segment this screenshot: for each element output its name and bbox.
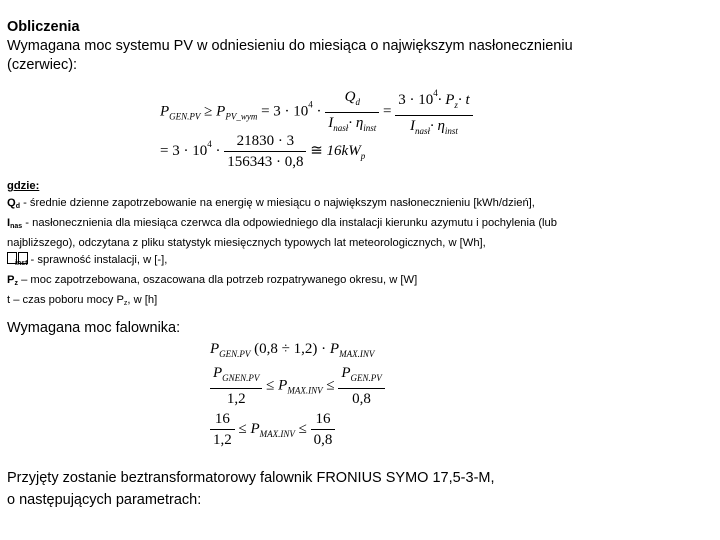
heading-line-2: (czerwiec): [7,57,78,73]
definition-inas-cont: najbliższego), odczytana z pliku statystyk miesięcznych typowych lat meteorologicznych, w [Wh], [7,237,486,249]
formula-factor: 3 · 10 [398,92,434,108]
formula-exponent: 4 [433,88,438,98]
formula-denominator: 156343 · 0,8 [227,154,304,170]
formula-subscript: nasł [333,122,349,133]
formula-result: 16kW [326,142,361,159]
definitions-block [7,178,713,312]
definition-qd: Qd - średnie dzienne zapotrzebowanie na energię w miesiącu o największym nasłonecznieniu [kWh/dzień], [7,197,535,210]
conclusion-line-2: o następujących parametrach: [7,492,202,508]
formula-factor: 3 · 10 [172,142,208,159]
formula-symbol: P [216,103,226,120]
formula-factor: 3 · 10 [273,103,309,120]
section-title: Obliczenia [7,19,80,35]
inverter-section-title: Wymagana moc falownika: [7,320,181,336]
formula-fraction: $\frac{16}{0,8}$ [311,410,336,449]
formula-operator: = [383,103,392,120]
formula-operator: · [316,103,322,120]
heading-line-1: Wymagana moc systemu PV w odniesieniu do miesiąca o największym nasłonecznieniu [7,38,573,54]
formula-symbol: · η [429,118,445,134]
formula-symbol: · η [348,114,364,131]
formula-symbol: I [328,114,334,131]
definitions-label: gdzie: [7,180,40,192]
formula-subscript: inst [363,122,377,133]
formula-operator: = [160,142,169,159]
formula-subscript: GEN.PV [169,111,201,122]
formula-symbol: · P [437,92,455,108]
formula-2-row-2: $\frac{P_{GNEN.PV}}{1,2}$ ≤ $P_{MAX.INV}$ ≤ $\frac{P_{GEN.PV}}{0,8}$ [210,364,385,408]
formula-1-row-2 [160,132,365,171]
formula-symbol: P [160,103,170,120]
formula-subscript: d [355,96,360,107]
formula-fraction: $\frac{16}{1,2}$ [210,410,235,449]
formula-2-row-3: $\frac{16}{1,2}$ ≤ $P_{MAX.INV}$ ≤ $\frac{16}{0,8}$ [210,410,335,449]
formula-fraction [395,84,472,140]
formula-fraction: $\frac{P_{GEN.PV}}{0,8}$ [338,364,384,408]
formula-operator: ≅ [310,142,323,159]
formula-operator: · [215,142,221,159]
formula-fraction: $\frac{P_{GNEN.PV}}{1,2}$ [210,364,262,408]
definition-pz: Pz – moc zapotrzebowana, oszacowana dla potrzeb rozpatrywanego okresu, w [W] [7,274,418,287]
formula-subscript: nasł [414,126,430,136]
formula-fraction [325,88,379,137]
formula-symbol: · t [457,92,470,108]
definition-inas: Inas - nasłonecznienia dla miesiąca czerwca dla odpowiedniego dla instalacji kierunku azymutu i pochylenia (lub [7,217,557,230]
formula-operator: ≥ [204,103,213,120]
formula-numerator: 21830 · 3 [224,132,306,152]
conclusion-line-1: Przyjęty zostanie beztransformatorowy falownik FRONIUS SYMO 17,5-3-M, [7,470,495,486]
definition-eta: inst - sprawność instalacji, w [-], [7,252,713,272]
formula-exponent: 4 [308,99,313,110]
definition-t: t – czas poboru mocy Pz, w [h] [7,294,158,307]
formula-subscript: PV_wym [225,111,258,122]
formula-operator: = [261,103,270,120]
formula-subscript: z [454,100,458,110]
formula-exponent: 4 [207,138,212,149]
formula-fraction [224,132,306,171]
formula-symbol: Q [344,88,356,105]
formula-2-row-1: $P_{GEN.PV}$ $(0,8 \div 1,2) \cdot P_{MAX.INV}$ [210,341,375,359]
formula-subscript: p [360,150,366,161]
formula-symbol: I [409,118,415,134]
formula-subscript: inst [444,126,458,136]
heading-block [7,18,707,75]
